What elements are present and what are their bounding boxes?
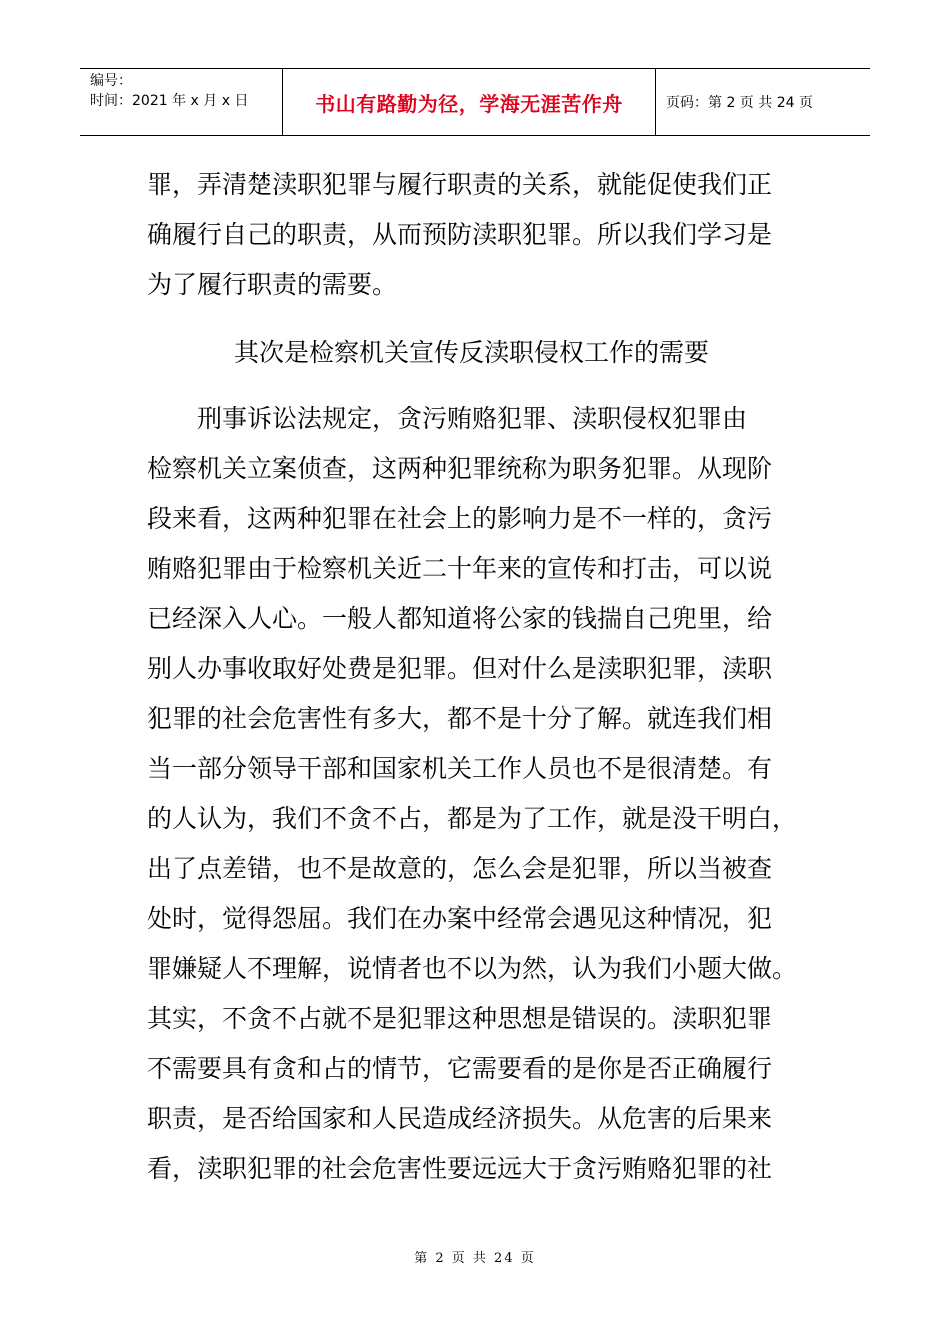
section-heading: 其次是检察机关宣传反渎职侵权工作的需要 <box>234 338 710 367</box>
text-line: 别人办事收取好处费是犯罪。但对什么是渎职犯罪，渎职 <box>147 654 773 683</box>
text-line: 为了履行职责的需要。 <box>147 270 398 299</box>
header-page-label: 页码：第 2 页 共 24 页 <box>666 95 813 111</box>
number-label: 编号： <box>90 73 132 89</box>
text-line: 看，渎职犯罪的社会危害性要远远大于贪污贿赂犯罪的社 <box>147 1154 773 1183</box>
text-line: 确履行自己的职责，从而预防渎职犯罪。所以我们学习是 <box>147 220 773 249</box>
paragraph-2 <box>147 394 807 1194</box>
page-header <box>80 68 870 136</box>
paragraph-1 <box>147 160 807 310</box>
text-line: 出了点差错，也不是故意的，怎么会是犯罪，所以当被查 <box>147 854 773 883</box>
text-line: 刑事诉讼法规定，贪污贿赂犯罪、渎职侵权犯罪由 <box>147 404 748 433</box>
text-line: 的人认为，我们不贪不占，都是为了工作，就是没干明白， <box>147 804 798 833</box>
text-line: 贿赂犯罪由于检察机关近二十年来的宣传和打击，可以说 <box>147 554 773 583</box>
text-line: 检察机关立案侦查，这两种犯罪统称为职务犯罪。从现阶 <box>147 454 773 483</box>
header-meta <box>80 69 283 135</box>
text-line: 已经深入人心。一般人都知道将公家的钱揣自己兜里，给 <box>147 604 773 633</box>
page-footer: 第 2 页 共 24 页 <box>414 1251 536 1266</box>
text-line: 处时，觉得怨屈。我们在办案中经常会遇见这种情况，犯 <box>147 904 773 933</box>
time-label: 时间：2021 年 x 月 x 日 <box>90 93 249 109</box>
text-line: 罪，弄清楚渎职犯罪与履行职责的关系，就能促使我们正 <box>147 170 773 199</box>
text-line: 犯罪的社会危害性有多大，都不是十分了解。就连我们相 <box>147 704 773 733</box>
header-motto: 书山有路勤为径，学海无涯苦作舟 <box>283 69 656 135</box>
document-body <box>147 160 807 1194</box>
text-line: 当一部分领导干部和国家机关工作人员也不是很清楚。有 <box>147 754 773 783</box>
text-line: 不需要具有贪和占的情节，它需要看的是你是否正确履行 <box>147 1054 773 1083</box>
text-line: 其实，不贪不占就不是犯罪这种思想是错误的。渎职犯罪 <box>147 1004 773 1033</box>
text-line: 罪嫌疑人不理解，说情者也不以为然，认为我们小题大做。 <box>147 954 798 983</box>
text-line: 职责，是否给国家和人民造成经济损失。从危害的后果来 <box>147 1104 773 1133</box>
text-line: 段来看，这两种犯罪在社会上的影响力是不一样的，贪污 <box>147 504 773 533</box>
